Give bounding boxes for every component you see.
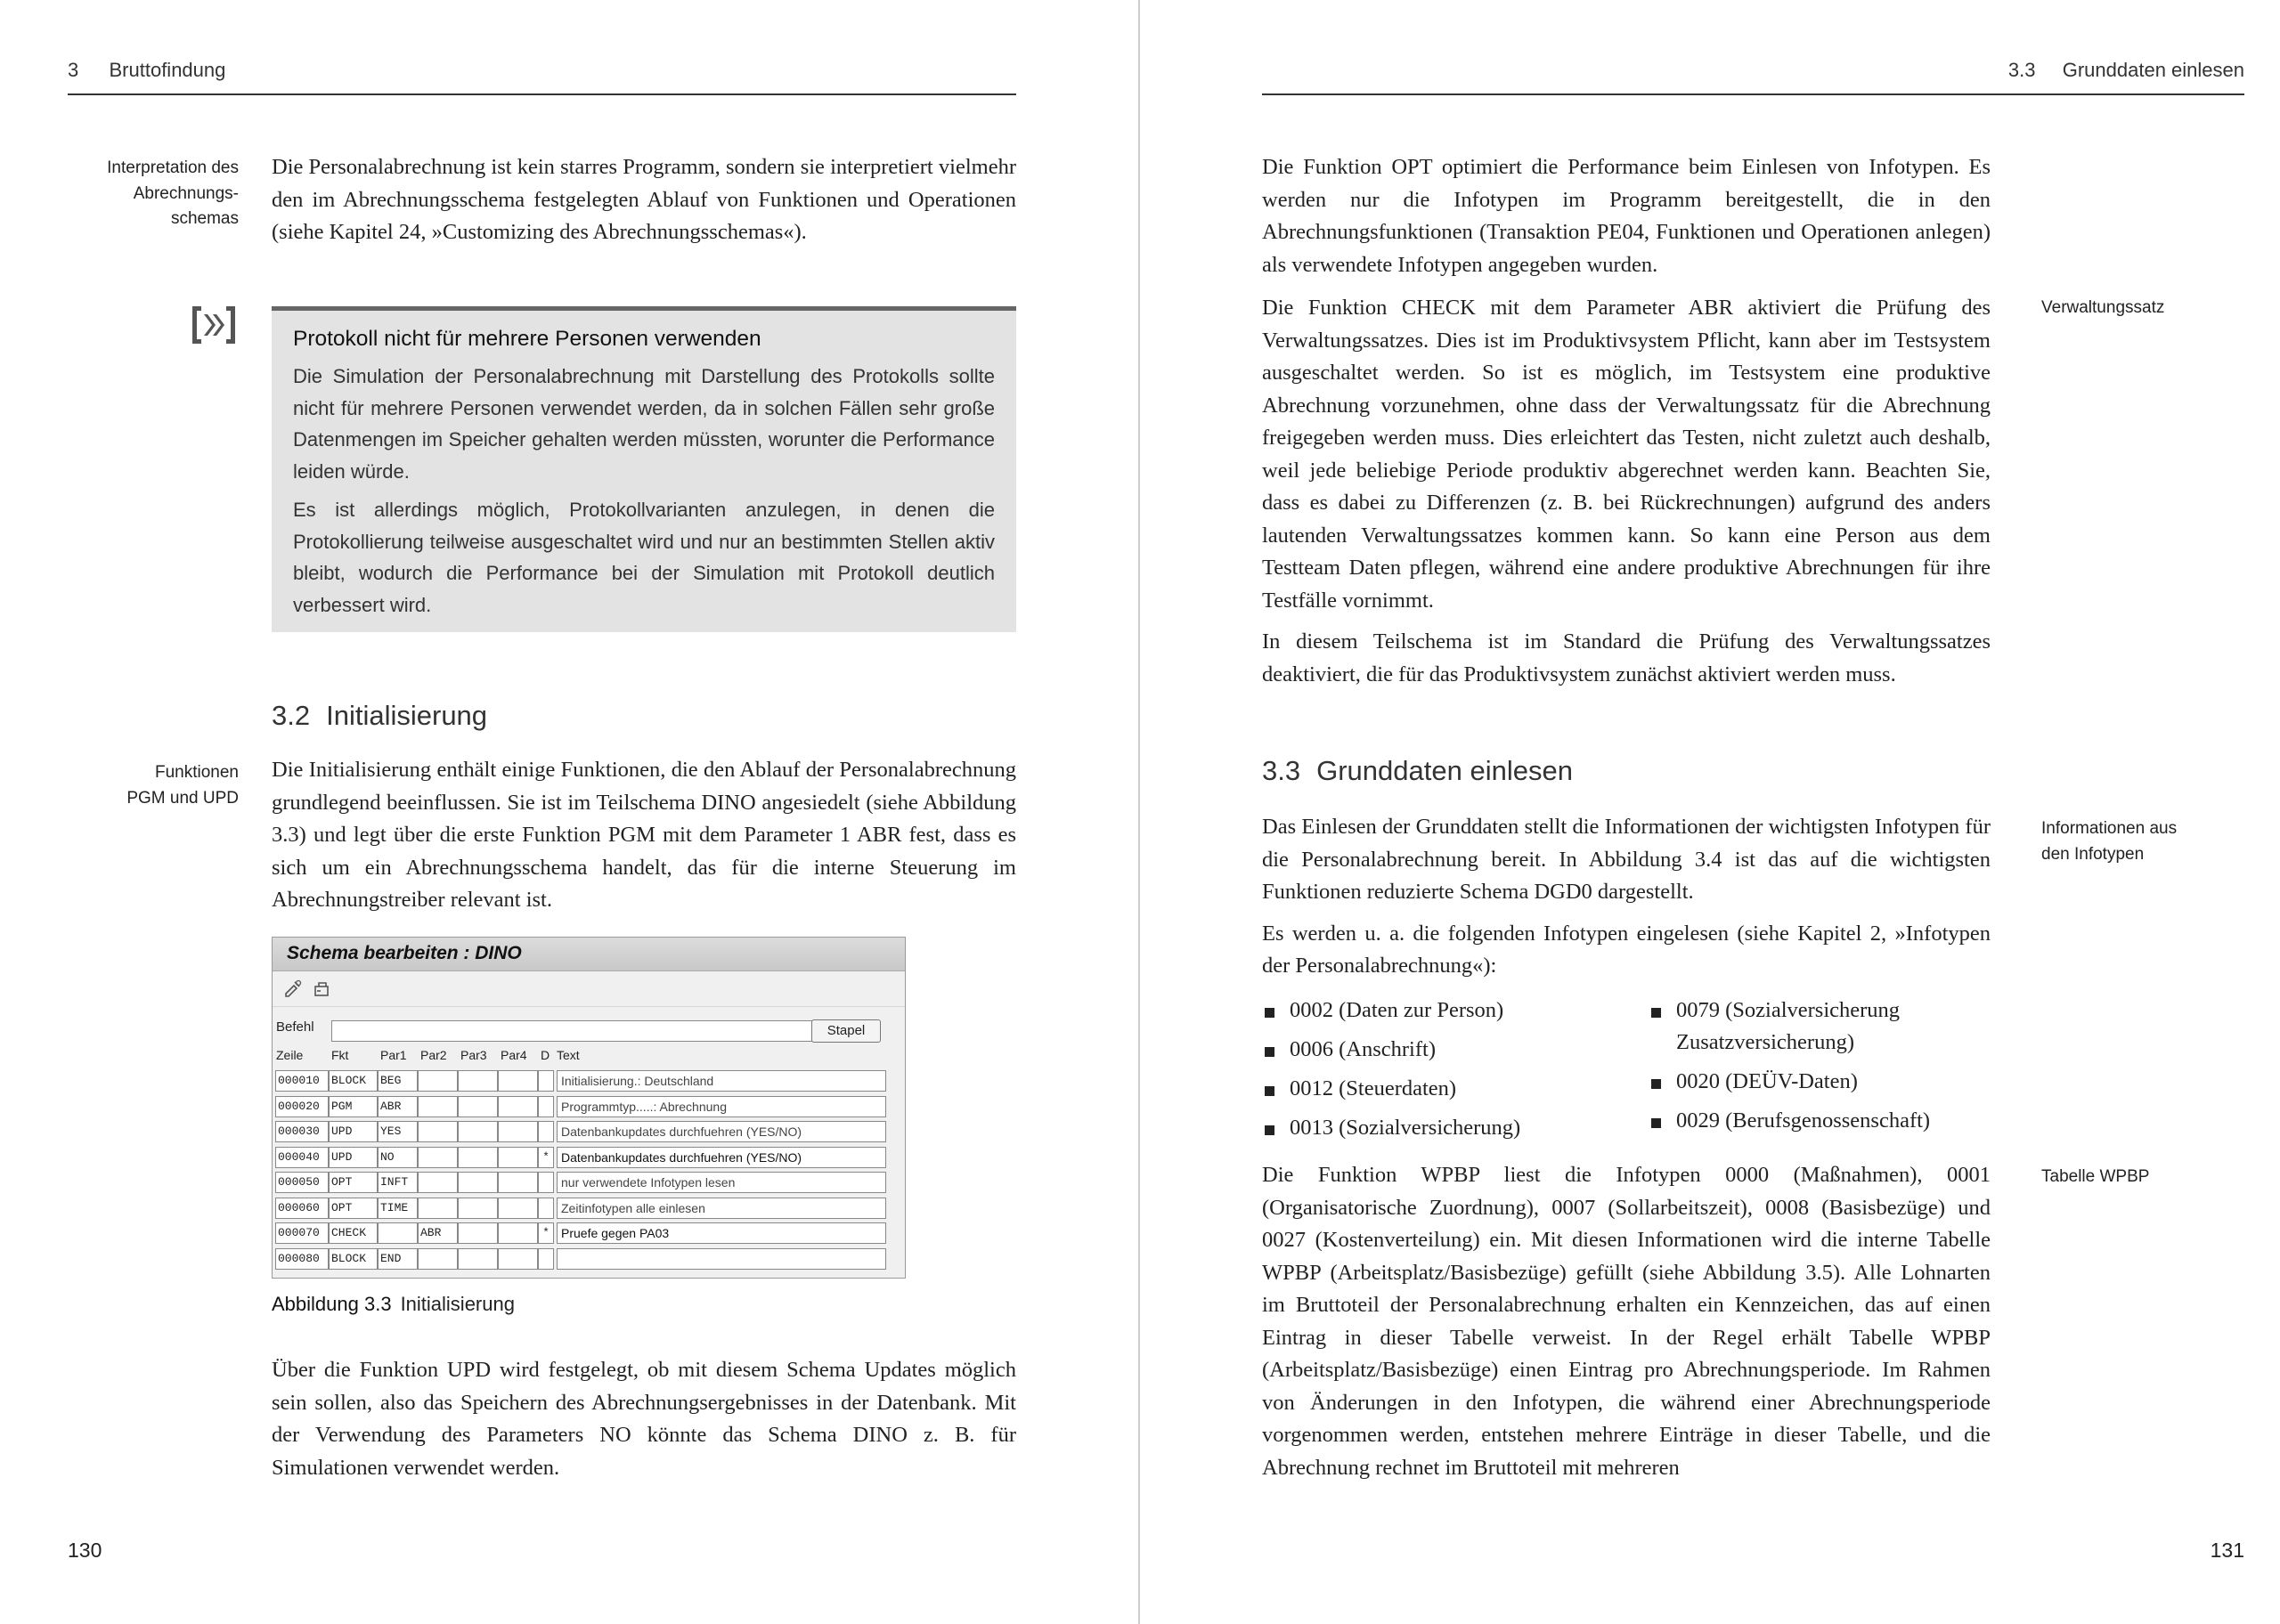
col-header-zeile: Zeile (276, 1048, 304, 1062)
chapter-title: Bruttofindung (109, 59, 226, 81)
page-number-left: 130 (68, 1539, 102, 1562)
display-change-icon[interactable] (283, 978, 303, 998)
cell-par3[interactable] (458, 1172, 498, 1193)
cell-par4[interactable] (498, 1121, 538, 1142)
cell-fkt[interactable]: OPT (329, 1198, 378, 1219)
page-number-right: 131 (2210, 1539, 2244, 1562)
cell-par1[interactable]: BEG (378, 1070, 418, 1092)
cell-par3[interactable] (458, 1198, 498, 1219)
note-box (272, 306, 1016, 632)
sap-schema-window (272, 937, 906, 1279)
cell-par2[interactable] (418, 1096, 458, 1117)
col-header-fkt: Fkt (331, 1048, 349, 1062)
table-row (275, 1121, 899, 1142)
cell-par4[interactable] (498, 1147, 538, 1168)
right-para-4: Das Einlesen der Grunddaten stellt die Informationen der wichtigsten Infotypen für die Personalabrechnung bereit. In Abbildung 3.4 ist das auf die wichtigsten Funktionen reduzierte Schema DGD0 dargestellt. Es werden u. a. die folgenden Infotypen eingelesen (siehe Kapitel 2, »Infotypen der Personalabrechnung«): (1262, 815, 1991, 978)
infotype-list-left (1263, 995, 1619, 1151)
table-row (275, 1172, 899, 1193)
cell-par2[interactable] (418, 1198, 458, 1219)
list-item: 0006 (Anschrift) (1263, 1034, 1619, 1066)
table-row (275, 1070, 899, 1092)
cell-fkt[interactable]: CHECK (329, 1222, 378, 1244)
cell-text[interactable]: Programmtyp.....: Abrechnung (557, 1096, 886, 1117)
running-head-left (68, 59, 225, 82)
cell-par4[interactable] (498, 1248, 538, 1270)
cell-par3[interactable] (458, 1070, 498, 1092)
table-row (275, 1096, 899, 1117)
table-row (275, 1198, 899, 1219)
cell-d[interactable] (538, 1121, 554, 1142)
stapel-button[interactable]: Stapel (811, 1019, 881, 1043)
cell-fkt[interactable]: OPT (329, 1172, 378, 1193)
cell-text[interactable]: Zeitinfotypen alle einlesen (557, 1198, 886, 1219)
sap-window-title: Schema bearbeiten : DINO (273, 938, 905, 971)
cell-d[interactable] (538, 1096, 554, 1117)
list-item: 0012 (Steuerdaten) (1263, 1073, 1619, 1105)
cell-par2[interactable]: ABR (418, 1222, 458, 1244)
table-row (275, 1147, 899, 1168)
other-object-icon[interactable] (312, 978, 331, 998)
header-rule (1262, 93, 2244, 95)
cell-par2[interactable] (418, 1248, 458, 1270)
cell-par3[interactable] (458, 1222, 498, 1244)
cell-par3[interactable] (458, 1096, 498, 1117)
cell-text[interactable]: Datenbankupdates durchfuehren (YES/NO) (557, 1147, 886, 1168)
col-header-par4: Par4 (501, 1048, 527, 1062)
cell-par1[interactable]: END (378, 1248, 418, 1270)
cell-par2[interactable] (418, 1147, 458, 1168)
cell-text[interactable]: Initialisierung.: Deutschland (557, 1070, 886, 1092)
left-para-2: Die Initialisierung enthält einige Funktionen, die den Ablauf der Personalabrechnung grundlegend beeinflussen. Sie ist im Teilschema DINO angesiedelt (siehe Abbildung 3.3) und legt über die erste Funktion PGM mit dem Parameter 1 ABR fest, dass es sich um ein Abrechnungsschema handelt, das für die interne Steuerung im Abrechnungstreiber relevant ist. (272, 758, 1016, 912)
cell-zeile[interactable]: 000080 (275, 1248, 329, 1270)
list-item: 0013 (Sozialversicherung) (1263, 1112, 1619, 1144)
left-para-1: Die Personalabrechnung ist kein starres Programm, sondern sie interpretiert vielmehr den im Abrechnungsschema festgelegten Ablauf von Funktionen und Operationen (siehe Kapitel 24, »Customizing des Abrechnungsschemas«). (272, 155, 1016, 244)
cell-zeile[interactable]: 000020 (275, 1096, 329, 1117)
cell-fkt[interactable]: UPD (329, 1147, 378, 1168)
note-hint-icon (189, 303, 239, 347)
margin-note-verwaltungssatz: Verwaltungssatz (2041, 298, 2165, 317)
cell-fkt[interactable]: UPD (329, 1121, 378, 1142)
caption-label: Abbildung 3.3 (272, 1293, 392, 1315)
left-para-3: Über die Funktion UPD wird festgelegt, ob mit diesem Schema Updates möglich sein sollen, also das Speichern des Abrechnungsergebnisses in der Datenbank. Mit der Verwendung des Parameters NO könnte das Schema DINO z. B. für Simulationen verwendet werden. (272, 1358, 1016, 1480)
margin-note-interpretation: Interpretation des Abrechnungs- schemas (107, 158, 239, 228)
margin-note-wpbp: Tabelle WPBP (2041, 1167, 2150, 1186)
margin-note-infotypen: Informationen aus den Infotypen (2041, 819, 2178, 864)
cell-zeile[interactable]: 000010 (275, 1070, 329, 1092)
cell-par3[interactable] (458, 1121, 498, 1142)
note-text: Die Simulation der Personalabrechnung mit Darstellung des Protokolls sollte nicht für mehrere Personen verwendet werden, da in solchen Fällen sehr große Datenmengen im Speicher gehalten werden müssten, worunter die Performance leiden würde. Es ist allerdings möglich, Protokollvarianten anzulegen, in denen die Protokollierung teilweise ausgeschaltet wird und nur an bestimmten Stellen aktiv bleibt, wodurch die Performance bei der Simulation mit Protokoll deutlich verbessert wird. (293, 365, 995, 616)
cell-d[interactable] (538, 1172, 554, 1193)
cell-zeile[interactable]: 000070 (275, 1222, 329, 1244)
cell-par4[interactable] (498, 1096, 538, 1117)
cell-zeile[interactable]: 000030 (275, 1121, 329, 1142)
chapter-number: 3 (68, 59, 79, 81)
col-header-par3: Par3 (460, 1048, 487, 1062)
right-para-2: Die Funktion CHECK mit dem Parameter ABR aktiviert die Prüfung des Verwaltungssatzes. Dies ist im Produktivsystem Pflicht, kann aber im Testsystem ausgeschaltet werden. So ist es möglich, im Testsystem eine produktive Abrechnung vorzunehmen, ohne dass der Verwaltungssatz für die Abrechnung freigegeben werden muss. Dies erleichtert das Testen, nicht zuletzt auch deshalb, weil jede beliebige Periode produktiv abgerechnet werden kann. Beachten Sie, dass es dabei zu Differenzen (z. B. bei Rückrechnungen) aufgrund des anders lautenden Verwaltungssatzes kommen kann. So kann eine Person aus dem Testteam Daten pflegen, während eine andere produktive Abrechnungen für ihre Testfälle vornimmt. In diesem Teilschema ist im Standard die Prüfung des Verwaltungssatzes deaktiviert, die für das Produktivsystem zunächst aktiviert werden muss. (1262, 296, 1991, 686)
cell-d[interactable] (538, 1070, 554, 1092)
cell-par3[interactable] (458, 1248, 498, 1270)
cell-par4[interactable] (498, 1222, 538, 1244)
table-row (275, 1222, 899, 1244)
command-field[interactable] (331, 1020, 814, 1042)
cell-par3[interactable] (458, 1147, 498, 1168)
sap-toolbar (273, 971, 905, 1007)
cell-fkt[interactable]: BLOCK (329, 1248, 378, 1270)
section-number-header: 3.3 (2007, 59, 2036, 81)
running-head-right (2008, 59, 2244, 82)
col-header-par1: Par1 (380, 1048, 407, 1062)
figure-caption (272, 1293, 515, 1316)
margin-note-pgm-upd: Funktionen PGM und UPD (126, 763, 239, 808)
cell-par1[interactable]: ABR (378, 1096, 418, 1117)
cell-fkt[interactable]: BLOCK (329, 1070, 378, 1092)
command-label: Befehl (276, 1019, 314, 1035)
cell-par4[interactable] (498, 1198, 538, 1219)
col-header-d: D (541, 1048, 550, 1062)
cell-text[interactable]: Pruefe gegen PA03 (557, 1222, 886, 1244)
list-item: 0002 (Daten zur Person) (1263, 995, 1619, 1027)
section-title-header: Grunddaten einlesen (2062, 59, 2244, 81)
cell-par1[interactable] (378, 1222, 418, 1244)
cell-fkt[interactable]: PGM (329, 1096, 378, 1117)
cell-text[interactable] (557, 1248, 886, 1270)
col-header-text: Text (557, 1048, 580, 1062)
right-para-6: Die Funktion WPBP liest die Infotypen 0000 (Maßnahmen), 0001 (Organisatorische Zuordnung), 0007 (Sollarbeitszeit), 0008 (Basisbezüge) und 0027 (Kostenverteilung) ein. Mit diesen Informationen wird die interne Tabelle WPBP (Arbeitsplatz/Basisbezüge) gefüllt (siehe Abbildung 3.5). Alle Lohnarten im Bruttoteil der Personalabrechnung erhalten ein Kennzeichen, das auf einen Eintrag in dieser Tabelle verweist. In der Regel erhält Tabelle WPBP (Arbeitsplatz/Basisbezüge) einen Eintrag pro Abrechnungsperiode. Im Rahmen von Änderungen in den Infotypen, die während einer Abrechnungsperiode vorgenommen werden, entstehen mehrere Einträge in dieser Tabelle, und die Abrechnung rechnet im Bruttoteil mit mehreren (1262, 1163, 1991, 1480)
cell-zeile[interactable]: 000050 (275, 1172, 329, 1193)
section-heading-3-2: 3.2 Initialisierung (272, 700, 488, 731)
cell-text[interactable]: nur verwendete Infotypen lesen (557, 1172, 886, 1193)
cell-d[interactable] (538, 1198, 554, 1219)
infotype-list-right (1649, 995, 1997, 1144)
list-item: 0079 (Sozialversicherung Zusatzversicherung) (1649, 995, 1997, 1059)
cell-par2[interactable] (418, 1121, 458, 1142)
cell-text[interactable]: Datenbankupdates durchfuehren (YES/NO) (557, 1121, 886, 1142)
caption-text: Initialisierung (400, 1293, 515, 1315)
right-page (1140, 0, 2280, 1624)
cell-par4[interactable] (498, 1070, 538, 1092)
cell-par1[interactable]: YES (378, 1121, 418, 1142)
cell-d[interactable]: * (538, 1147, 554, 1168)
table-row (275, 1248, 899, 1270)
cell-zeile[interactable]: 000060 (275, 1198, 329, 1219)
col-header-par2: Par2 (420, 1048, 447, 1062)
cell-zeile[interactable]: 000040 (275, 1147, 329, 1168)
cell-par1[interactable]: NO (378, 1147, 418, 1168)
cell-d[interactable]: * (538, 1222, 554, 1244)
section-heading-3-3: 3.3 Grunddaten einlesen (1262, 755, 1573, 786)
cell-d[interactable] (538, 1248, 554, 1270)
list-item: 0029 (Berufsgenossenschaft) (1649, 1105, 1997, 1137)
header-rule (68, 93, 1016, 95)
cell-par1[interactable]: INFT (378, 1172, 418, 1193)
cell-par4[interactable] (498, 1172, 538, 1193)
cell-par1[interactable]: TIME (378, 1198, 418, 1219)
note-title: Protokoll nicht für mehrere Personen verwenden (293, 327, 761, 351)
right-para-1: Die Funktion OPT optimiert die Performance beim Einlesen von Infotypen. Es werden nur die Infotypen im Programm bereitgestellt, die in den Abrechnungsfunktionen (Transaktion PE04, Funktionen und Operationen anlegen) als verwendete Infotypen angegeben wurden. (1262, 155, 1991, 277)
list-item: 0020 (DEÜV-Daten) (1649, 1066, 1997, 1098)
cell-par2[interactable] (418, 1172, 458, 1193)
cell-par2[interactable] (418, 1070, 458, 1092)
